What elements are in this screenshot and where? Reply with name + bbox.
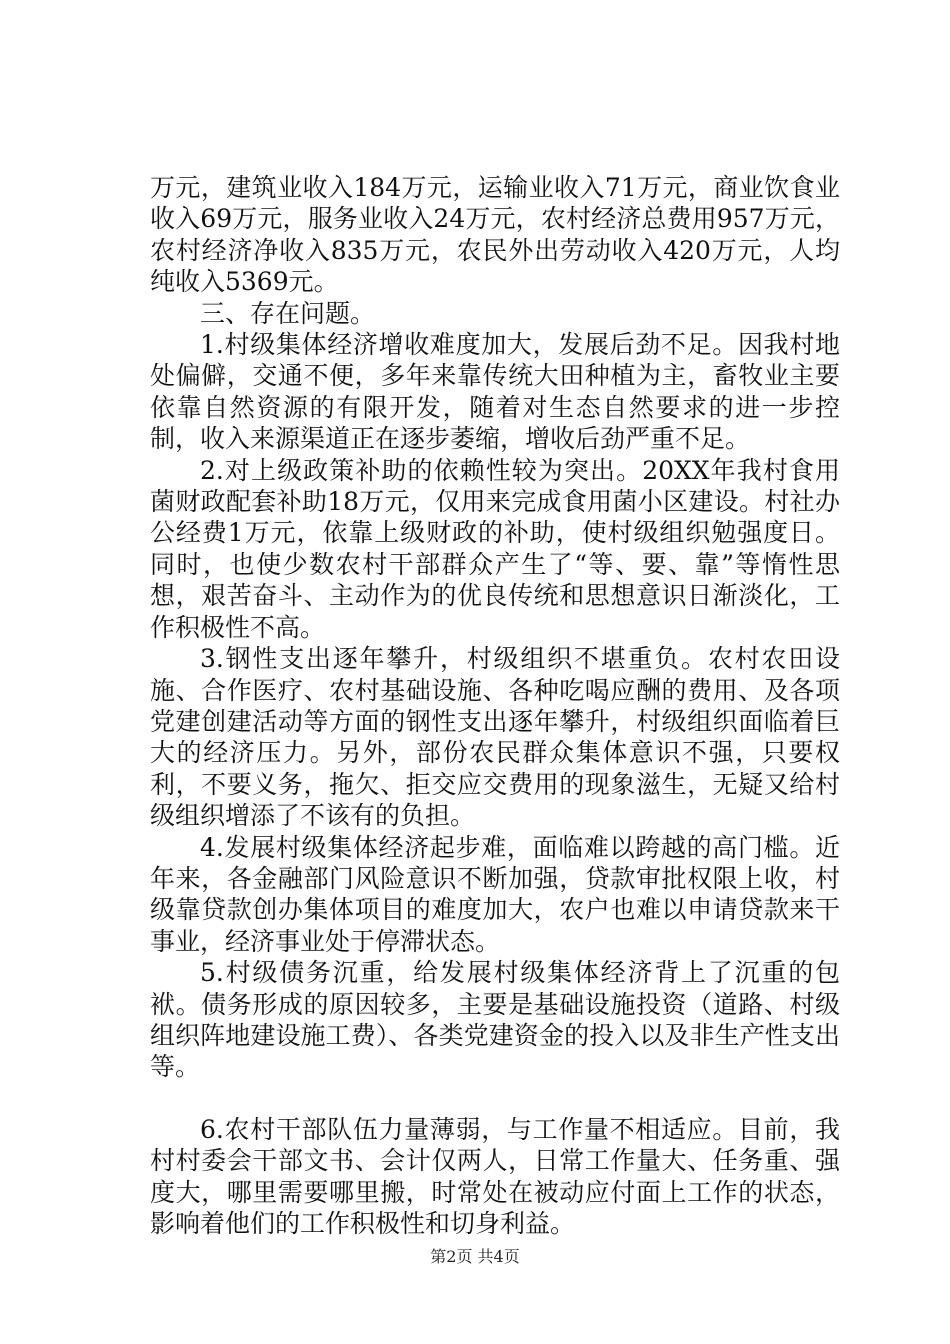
paragraph-gap [150, 1083, 840, 1114]
paragraph-problem-6: 6.农村干部队伍力量薄弱，与工作量不相适应。目前，我村村委会干部文书、会计仅两人，日常工作量大、任务重、强度大，哪里需要哪里搬，时常处在被动应付面上工作的状态，影响着他们的工作积极性和切身利益。 [150, 1114, 840, 1238]
paragraph-problem-1: 1.村级集体经济增收难度加大，发展后劲不足。因我村地处偏僻，交通不便，多年来靠传统大田种植为主，畜牧业主要依靠自然资源的有限开发，随着对生态自然要求的进一步控制，收入来源渠道正在逐步萎缩，增收后劲严重不足。 [150, 330, 840, 454]
paragraph-problem-5: 5.村级债务沉重，给发展村级集体经济背上了沉重的包袱。债务形成的原因较多，主要是基础设施投资（道路、村级组织阵地建设施工费）、各类党建资金的投入以及非生产性支出等。 [150, 958, 840, 1082]
paragraph-problem-4: 4.发展村级集体经济起步难，面临难以跨越的高门槛。近年来，各金融部门风险意识不断加强，贷款审批权限上收，村级靠贷款创办集体项目的难度加大，农户也难以申请贷款来干事业，经济事业处于停滞状态。 [150, 832, 840, 956]
paragraph-problem-3: 3.钢性支出逐年攀升，村级组织不堪重负。农村农田设施、合作医疗、农村基础设施、各种吃喝应酬的费用、及各项党建创建活动等方面的钢性支出逐年攀升，村级组织面临着巨大的经济压力。另外，部份农民群众集体意识不强，只要权利，不要义务，拖欠、拒交应交费用的现象滋生，无疑又给村级组织增添了不该有的负担。 [150, 644, 840, 831]
document-body [150, 172, 840, 1239]
section-heading-problems: 三、存在问题。 [200, 298, 376, 328]
page-number-footer: 第2页 共4页 [430, 1247, 520, 1266]
paragraph-problem-2: 2.对上级政策补助的依赖性较为突出。20XX年我村食用菌财政配套补助18万元，仅用来完成食用菌小区建设。村社办公经费1万元，依靠上级财政的补助，使村级组织勉强度日。同时，也使少数农村干部群众产生了“等、要、靠”等惰性思想，艰苦奋斗、主动作为的优良传统和思想意识日渐淡化，工作积极性不高。 [150, 455, 840, 642]
paragraph-income-summary: 万元，建筑业收入184万元，运输业收入71万元，商业饮食业收入69万元，服务业收入24万元，农村经济总费用957万元，农村经济净收入835万元，农民外出劳动收入420万元，人均纯收入5369元。 [150, 173, 840, 297]
